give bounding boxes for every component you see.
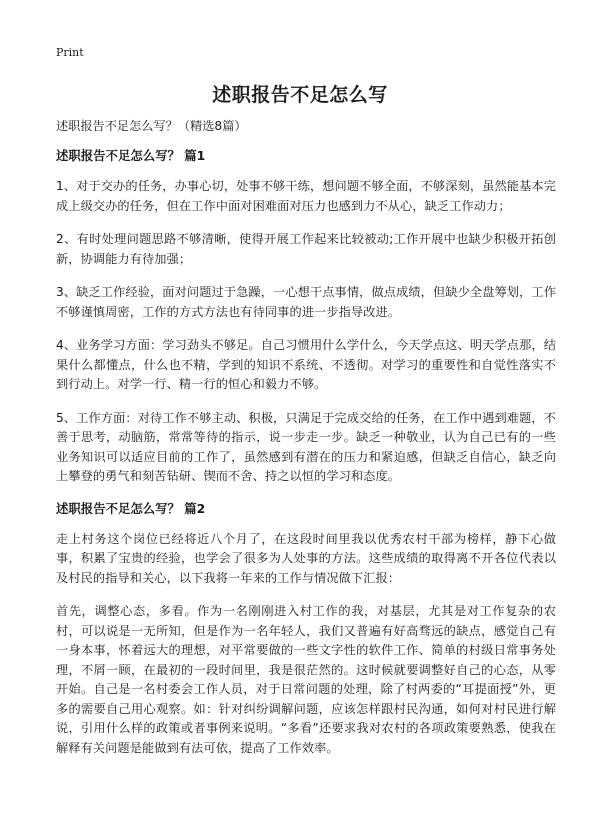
paragraph: 走上村务这个岗位已经将近八个月了，在这段时间里我以优秀农村干部为榜样，静下心做事，积累了宝贵的经验，也学会了很多为人处事的方法。这些成绩的取得离不开各位代表以及村民的指导和关心，以下我将一年来的工作与情况做下汇报： bbox=[56, 531, 556, 585]
paragraph: 2、有时处理问题思路不够清晰，使得开展工作起来比较被动;工作开展中也缺少积极开拓创新，协调能力有待加强； bbox=[56, 232, 556, 266]
paragraph: 首先，调整心态，多看。作为一名刚刚进入村工作的我，对基层，尤其是对工作复杂的农村，可以说是一无所知，但是作为一名年轻人，我们又普遍有好高骛远的缺点，感觉自己有一身本事，怀着远大的理想，对平常要做的一些文字性的软件工作、简单的村级日常事务处理，不屑一顾，在最初的一段时间里，我是很茫然的。这时候就要调整好自己的心态，从零开始。自己是一名村委会工作人员，对于日常问题的处理，除了村两委的“耳提面授”外，更多的需要自己用心观察。如：针对纠纷调解问题，应该怎样跟村民沟通，如何对村民进行解说，引用什么样的政策或者事例来说明。“多看”还要求我对农村的各项政策要熟悉，使我在解释有关问题是能做到有法可依，提高了工作效率。 bbox=[56, 604, 556, 755]
document-subtitle: 述职报告不足怎么写？（精选8篇） bbox=[56, 119, 247, 133]
paragraph: 4、业务学习方面：学习劲头不够足。自己习惯用什么学什么，今天学点这、明天学点那，结果什么都懂点，什么也不精，学到的知识不系统、不透彻。对学习的重要性和自觉性落实不到行动上。对学一行、精一行的恒心和毅力不够。 bbox=[56, 338, 556, 391]
paragraph: 3、缺乏工作经验，面对问题过于急躁，一心想干点事情，做点成绩，但缺少全盘筹划，工作不够谨慎周密，工作的方式方法也有待同事的进一步指导改进。 bbox=[56, 285, 556, 319]
paragraph: 5、工作方面：对待工作不够主动、积极，只满足于完成交给的任务，在工作中遇到难题，不善于思考，动脑筋，常常等待的指示，说一步走一步。缺乏一种敬业，认为自己已有的一些业务知识可以适应目前的工作了，虽然感到有潜在的压力和紧迫感，但缺乏自信心，缺乏向上攀登的勇气和刻苦钻研、锲而不舍、持之以恒的学习和态度。 bbox=[56, 410, 556, 483]
document-title: 述职报告不足怎么写 bbox=[212, 84, 388, 106]
section-1 bbox=[56, 148, 556, 487]
paragraph: 1、对于交办的任务，办事心切，处事不够干练，想问题不够全面，不够深刻，虽然能基本完成上级交办的任务，但在工作中面对困难面对压力也感到力不从心，缺乏工作动力； bbox=[56, 179, 556, 213]
print-link[interactable]: Print bbox=[56, 46, 84, 59]
document-body bbox=[56, 118, 556, 769]
section-heading: 述职报告不足怎么写？ 篇2 bbox=[56, 500, 206, 516]
section-heading: 述职报告不足怎么写？ 篇1 bbox=[56, 148, 206, 163]
section-2 bbox=[56, 501, 556, 759]
